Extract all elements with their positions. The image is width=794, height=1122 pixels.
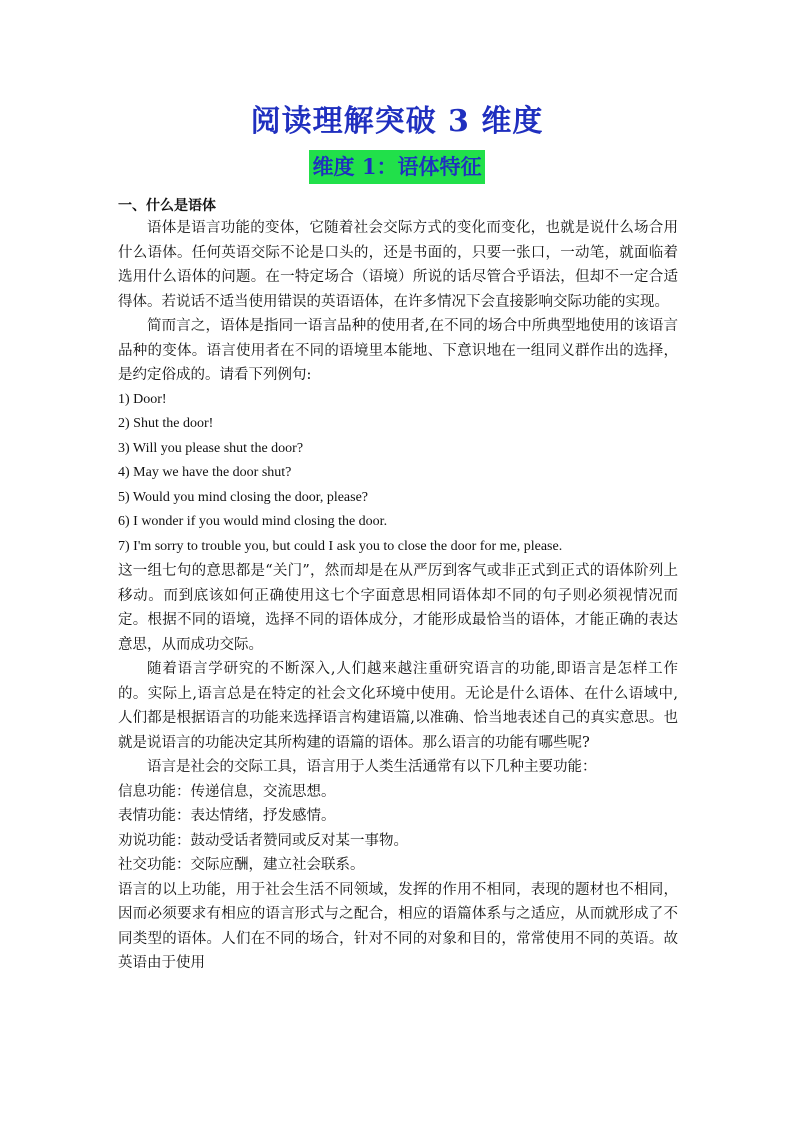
example-sentence: 7) I'm sorry to trouble you, but could I ask you to close the door for me, please. — [118, 538, 563, 554]
document-body — [118, 216, 678, 976]
function-item: 社交功能：交际应酬，建立社会联系。 — [118, 857, 365, 873]
page-title: 阅读理解突破 3 维度 — [250, 104, 544, 139]
example-sentence: 6) I wonder if you would mind closing the door. — [118, 514, 388, 529]
paragraph-closing: 语言的以上功能，用于社会生活不同领域，发挥的作用不相同，表现的题材也不相同，因而必须要求有相应的语言形式与之配合，相应的语篇体系与之适应，从而就形成了不同类型的语体。人们在不同的场合，针对不同的对象和目的，常常使用不同的英语。故英语由于使用 — [118, 881, 678, 971]
paragraph-definition: 语体是语言功能的变体，它随着社会交际方式的变化而变化，也就是说什么场合用什么语体。任何英语交际不论是口头的，还是书面的，只要一张口，一动笔，就面临着选用什么语体的问题。在一特定场合（语境）所说的话尽管合乎语法，但却不一定合适得体。若说话不适当使用错误的英语语体，在许多情况下会直接影响交际功能的实现。 — [118, 220, 678, 310]
function-item: 信息功能：传递信息，交流思想。 — [118, 783, 336, 800]
section-subtitle: 维度 1：语体特征 — [309, 150, 486, 184]
section-heading: 一、什么是语体 — [118, 198, 216, 214]
paragraph-functions-intro: 语言是社会的交际工具，语言用于人类生活通常有以下几种主要功能： — [147, 759, 597, 775]
paragraph-research: 随着语言学研究的不断深入,人们越来越注重研究语言的功能,即语言是怎样工作的。实际上,语言总是在特定的社会文化环境中使用。无论是什么语体、在什么语域中,人们都是根据语言的功能来选择语言构建语篇,以准确、恰当地表述自己的真实意思。也就是说语言的功能决定其所构建的语篇的语体。那么语言的功能有哪些呢? — [118, 661, 678, 751]
example-sentence: 1) Door! — [118, 391, 167, 407]
function-item: 表情功能：表达情绪，抒发感情。 — [118, 808, 336, 824]
paragraph-examples-explanation: 这一组七句的意思都是“关门”，然而却是在从严厉到客气或非正式到正式的语体阶列上移动。而到底该如何正确使用这七个字面意思相同语体却不同的句子则必须视情况而定。根据不同的语境，选择不同的语体成分，才能形成最恰当的语体，才能正确的表达意思，从而成功交际。 — [118, 563, 678, 653]
example-sentence: 2) Shut the door! — [118, 416, 214, 431]
function-item: 劝说功能：鼓动受话者赞同或反对某一事物。 — [118, 832, 408, 849]
subtitle-container — [0, 150, 794, 184]
example-sentence: 5) Would you mind closing the door, please? — [118, 489, 369, 505]
example-sentence: 3) Will you please shut the door? — [118, 440, 304, 456]
example-sentence: 4) May we have the door shut? — [118, 465, 292, 480]
paragraph-summary: 简而言之，语体是指同一语言品种的使用者,在不同的场合中所典型地使用的该语言品种的变体。语言使用者在不同的语境里本能地、下意识地在一组同义群作出的选择，是约定俗成的。请看下列例句: — [118, 318, 678, 383]
